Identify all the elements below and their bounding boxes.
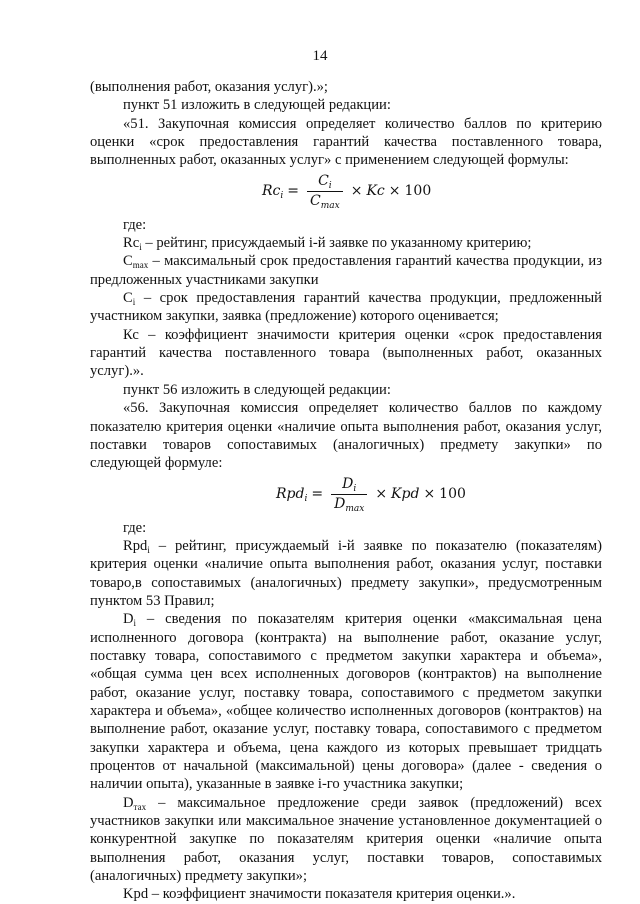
paragraph-point-56-text: «56. Закупочная комиссия определяет количество баллов по каждому показателю критерия оценки «наличие опыта выполнения работ, оказания услуг, поставки товаров сопоставимых (аналогичных) предмету закупки» по следующей формуле:	[90, 400, 602, 472]
formula-rc-coefficient: Kc	[366, 183, 385, 200]
definition-cmax: $C_{max}$ – максимальный срок предоставления гарантий качества продукции, из предложенных участниками закупки	[90, 253, 602, 288]
formula-rc-numerator: $C_i$	[318, 172, 332, 191]
paragraph-point-51-heading: пункт 51 изложить в следующей редакции:	[123, 97, 391, 114]
formula-rpd-numerator: $D_i$	[342, 475, 357, 494]
formula-rpd-times: ×	[375, 485, 388, 502]
formula-rc-constant: 100	[404, 183, 432, 200]
paragraph-point-56-heading: пункт 56 изложить в следующей редакции:	[123, 381, 391, 398]
formula-rc-fraction	[307, 173, 343, 210]
page-number: 14	[312, 48, 328, 64]
definition-ci: $C_i$ – срок предоставления гарантий качества продукции, предложенный участником закупки, заявка (предложение) которого оценивается;	[90, 290, 602, 325]
definition-kpd: Kpd – коэффициент значимости показателя критерия оценки.».	[123, 886, 516, 903]
formula-rpd-coefficient: Kpd	[391, 485, 420, 502]
formula-rpd-equals: =	[311, 485, 324, 502]
formula-rc-times-2: ×	[388, 183, 401, 200]
paragraph-where-1: где:	[123, 216, 147, 233]
formula-rpd-denominator: $D_{max}$	[331, 494, 367, 513]
formula-rpd-lhs: Rpd$_i$	[276, 485, 308, 504]
document-body	[90, 78, 602, 904]
paragraph-where-2: где:	[123, 519, 147, 536]
definition-rpdi: Rpd$_i$ – рейтинг, присуждаемый i-й заявке по показателю (показателям) критерия оценки «наличие опыта выполнения работ, оказания услуг, поставки товаро,в сопоставимых (аналогичных) предмету закупки», предусмотренным пунктом 53 Правил;	[90, 537, 602, 609]
definition-dmax: $D_{тах}$ – максимальное предложение среди заявок (предложений) всех участников закупки или максимальное значение установленное документацией о конкурентной закупке по показателям критерия оценки «наличие опыта выполнения работ, оказания услуг, поставки товаров, сопоставимых (аналогичных) предмету закупки»;	[90, 794, 602, 885]
formula-rpd-fraction	[331, 476, 367, 513]
definition-di: $D_i$ – сведения по показателям критерия оценки «максимальная цена исполненного договора (контракта) на выполнение работ, оказание услуг, поставку товара, сопоставимого с предметом закупки характера и объема», «общая сумма цен всех исполненных договоров (контрактов) на выполнение работ, оказание услуг, поставку товара, сопоставимого с предметом закупки характера и объема», «общее количество исполненных договоров (контрактов) на выполнение работ, оказание услуг, поставку товара, сопоставимого с предметом закупки характера и объема, цена каждого из которых превышает тридцать процентов от начальной (максимальной) цены договора» (далее - сведения о наличии опыта), указанные в заявке i-го участника закупки;	[90, 611, 602, 793]
formula-rc-denominator: $C_{max}$	[307, 191, 343, 210]
formula-rpd-constant: 100	[439, 485, 466, 502]
formula-rpd-times-2: ×	[423, 485, 436, 502]
paragraph-point-51-text: «51. Закупочная комиссия определяет количество баллов по критерию оценки «срок предоставления гарантий качества поставленного товара, выполненных работ, оказанных услуг» с применением следующей формулы:	[90, 115, 602, 169]
formula-rpd	[90, 473, 602, 519]
definition-rci: $Rc_i$ – рейтинг, присуждаемый i-й заявке по указанному критерию;	[123, 235, 532, 253]
paragraph-continuation: (выполнения работ, оказания услуг).»;	[90, 79, 328, 95]
formula-rc	[90, 170, 602, 216]
formula-rc-equals: =	[287, 183, 300, 200]
formula-rc-lhs: $Rc_i$	[262, 183, 284, 202]
definition-kc: Кс – коэффициент значимости критерия оценки «срок предоставления гарантий качества поставленного товара (выполненных работ, оказанных услуг).».	[90, 326, 602, 380]
formula-rc-times: ×	[350, 183, 363, 200]
